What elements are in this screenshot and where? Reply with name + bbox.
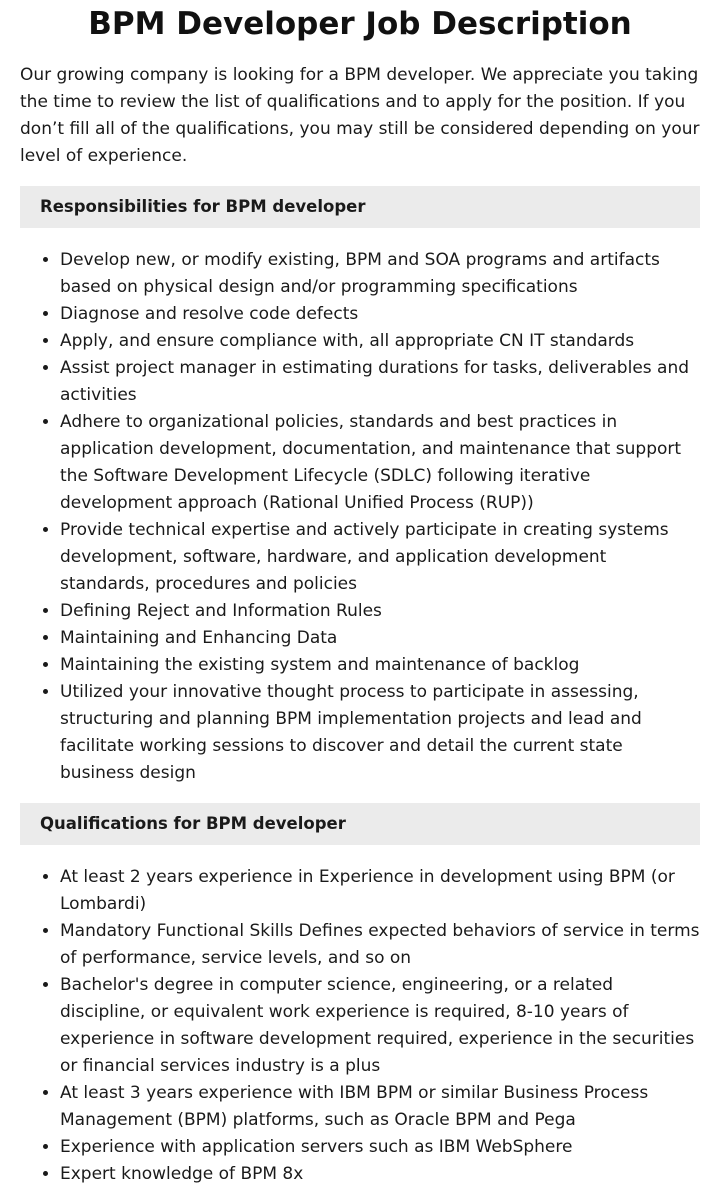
list-item: • At least 3 years experience with IBM BPM or similar Business Process Management (BPM) platforms, such as Oracle BPM and Pega [60, 1080, 700, 1134]
list-item: • Apply, and ensure compliance with, all appropriate CN IT standards [60, 328, 700, 355]
list-item: • Expert knowledge of BPM 8x [60, 1161, 700, 1188]
qualifications-heading: Qualifications for BPM developer [20, 803, 700, 845]
list-item: • Assist project manager in estimating durations for tasks, deliverables and activities [60, 355, 700, 409]
page-title: BPM Developer Job Description [88, 6, 632, 42]
list-item: • Maintaining the existing system and maintenance of backlog [60, 652, 700, 679]
responsibilities-heading: Responsibilities for BPM developer [20, 186, 700, 228]
list-item: • Mandatory Functional Skills Defines expected behaviors of service in terms of performance, service levels, and so on [60, 918, 700, 972]
list-item: • Utilized your innovative thought process to participate in assessing, structuring and planning BPM implementation projects and lead and facilitate working sessions to discover and detail the current state business design [60, 679, 700, 787]
list-item: • Diagnose and resolve code defects [60, 301, 700, 328]
list-item: • Adhere to organizational policies, standards and best practices in application development, documentation, and maintenance that support the Software Development Lifecycle (SDLC) following iterative development approach (Rational Unified Process (RUP)) [60, 409, 700, 517]
responsibilities-list [20, 247, 700, 787]
list-item: • Experience with application servers such as IBM WebSphere [60, 1134, 700, 1161]
list-item: • Provide technical expertise and actively participate in creating systems development, software, hardware, and application development standards, procedures and policies [60, 517, 700, 598]
list-item: • Develop new, or modify existing, BPM and SOA programs and artifacts based on physical design and/or programming specifications [60, 247, 700, 301]
list-item: • Bachelor's degree in computer science, engineering, or a related discipline, or equivalent work experience is required, 8-10 years of experience in software development required, experience in the securities or financial services industry is a plus [60, 972, 700, 1080]
list-item: • Maintaining and Enhancing Data [60, 625, 700, 652]
qualifications-list [20, 864, 700, 1188]
list-item: • At least 2 years experience in Experience in development using BPM (or Lombardi) [60, 864, 700, 918]
list-item: • Defining Reject and Information Rules [60, 598, 700, 625]
intro-paragraph: Our growing company is looking for a BPM developer. We appreciate you taking the time to review the list of qualifications and to apply for the position. If you don’t fill all of the qualifications, you may still be considered depending on your level of experience. [20, 65, 700, 166]
